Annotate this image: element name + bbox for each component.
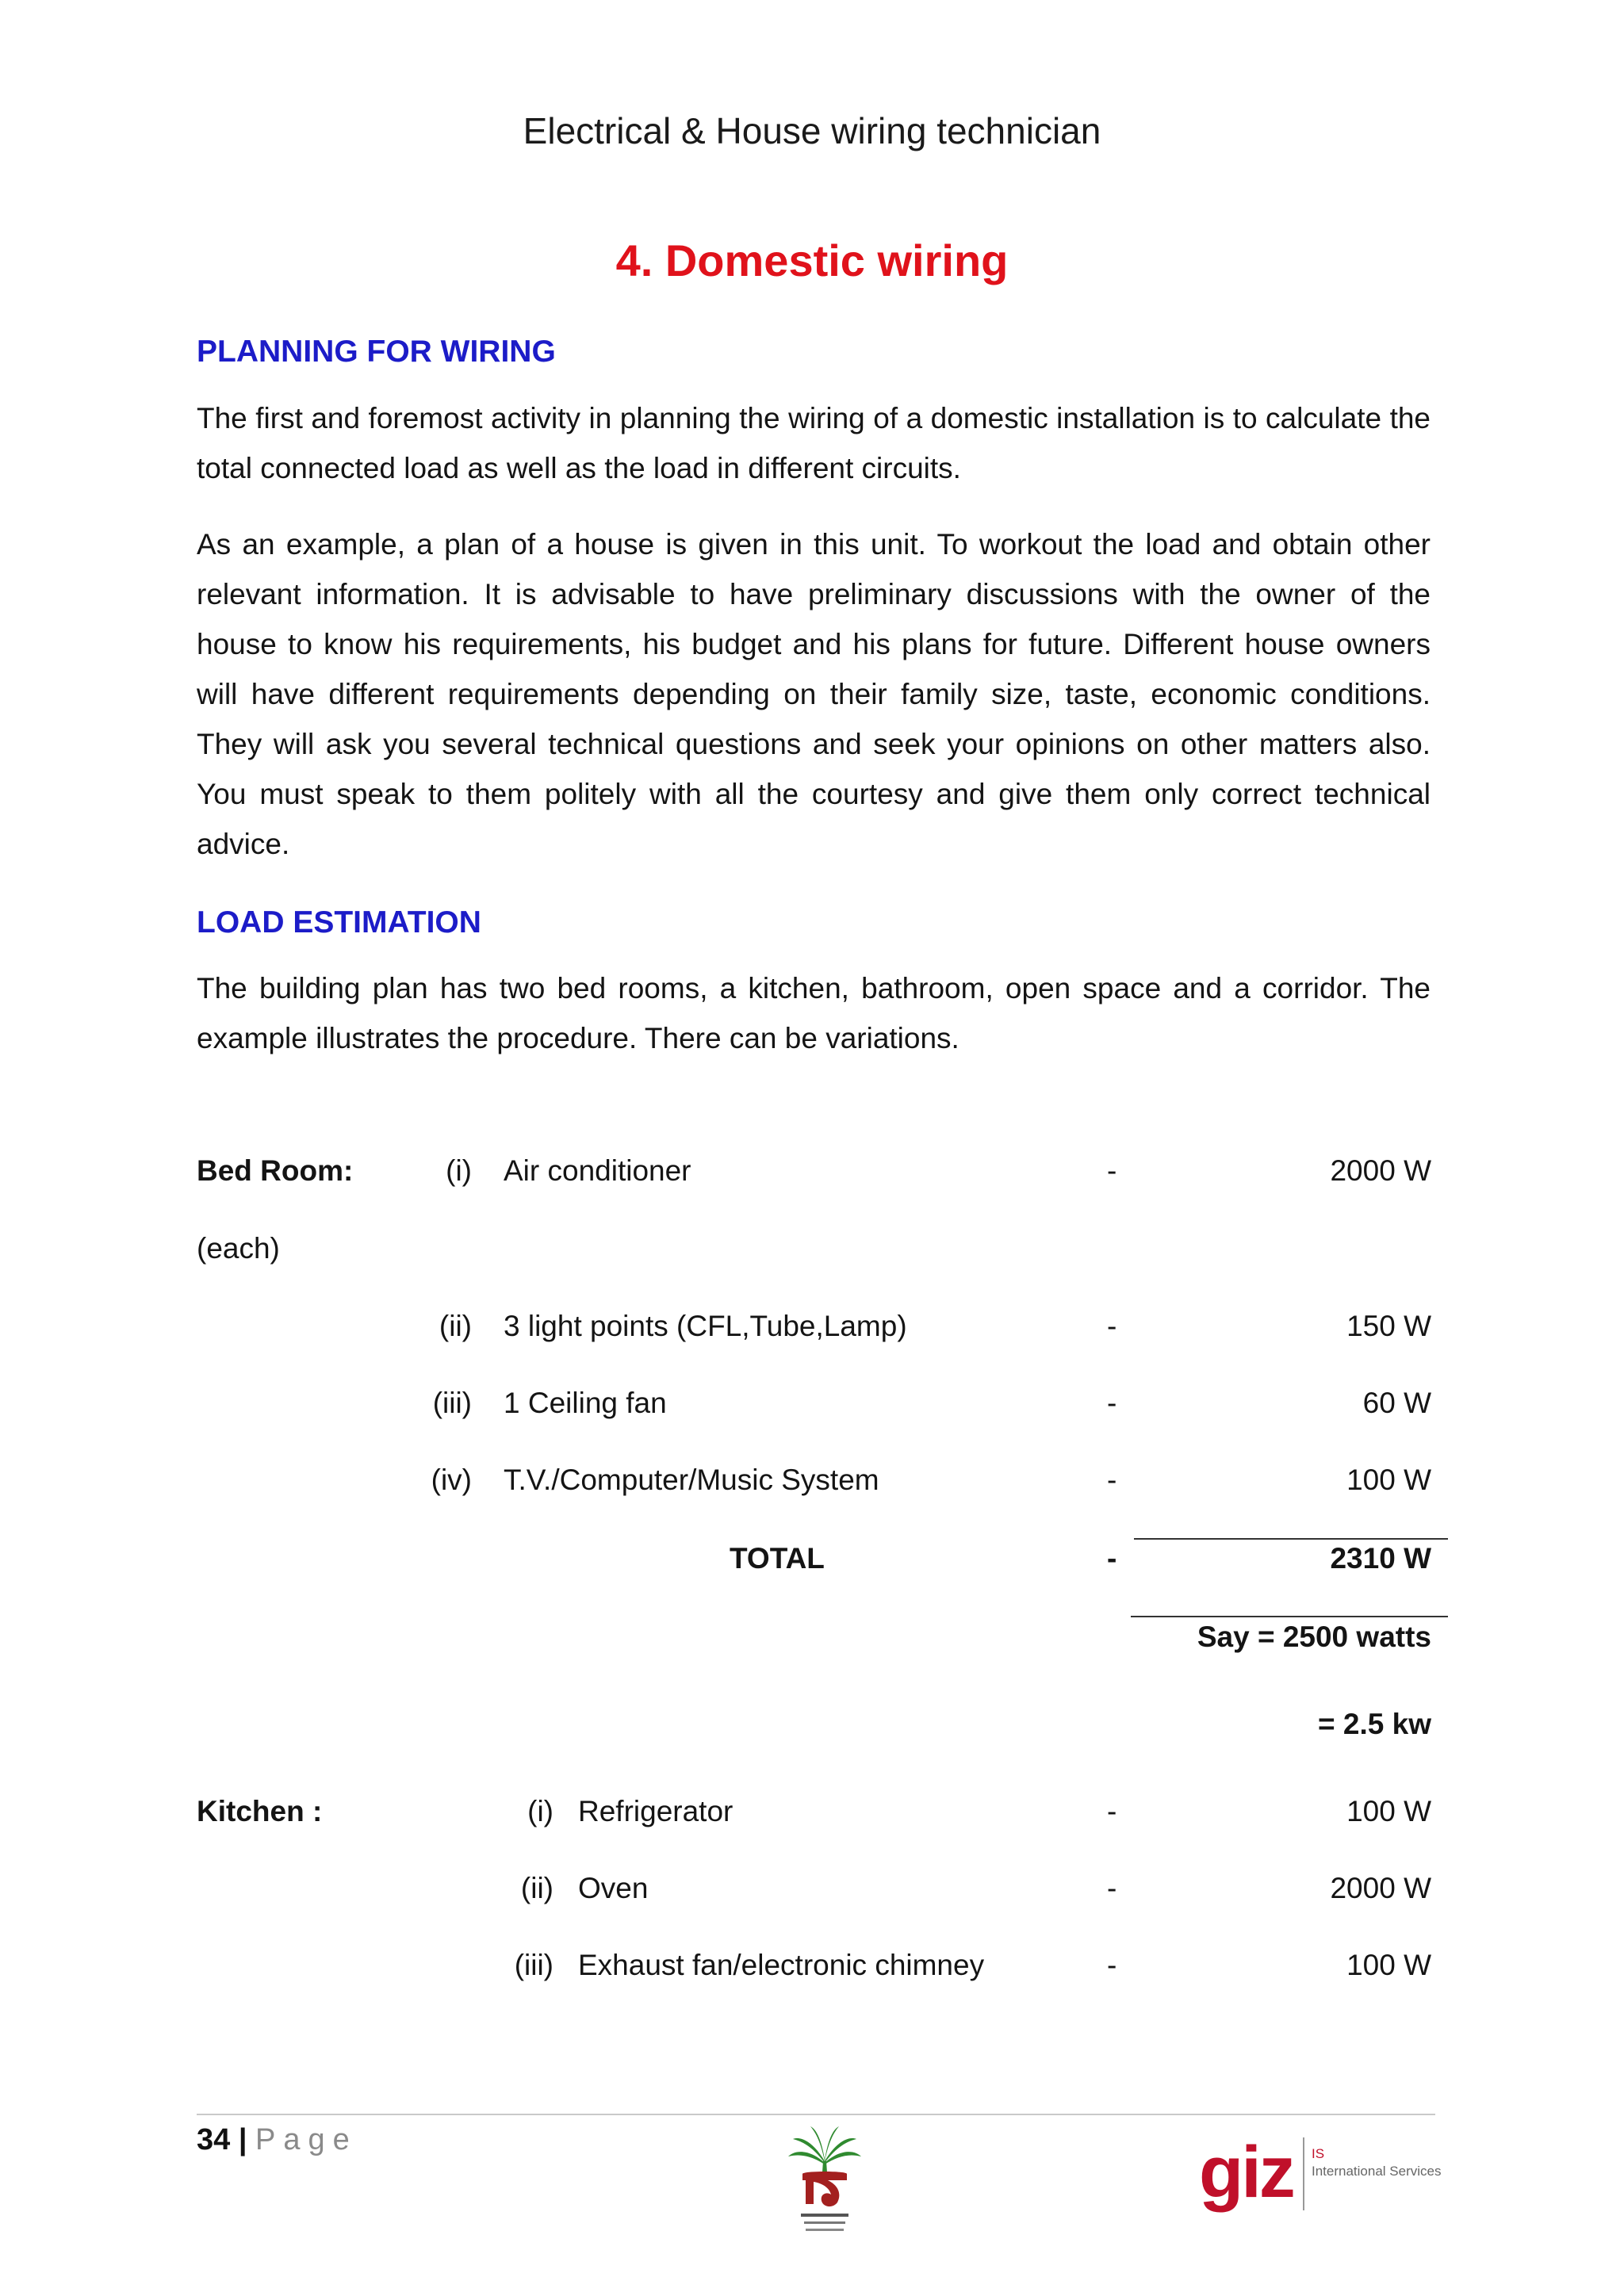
bedroom-item-number: (iv) — [431, 1464, 472, 1496]
bedroom-item-dash: - — [1107, 1154, 1117, 1187]
total-bottom-rule — [1131, 1616, 1448, 1617]
kitchen-item-value: 100 W — [1346, 1795, 1431, 1827]
giz-logo-subtitle — [1312, 2145, 1441, 2180]
bedroom-kw-value: = 2.5 kw — [1318, 1708, 1431, 1740]
bedroom-total-dash: - — [1107, 1542, 1117, 1575]
bedroom-item-number: (ii) — [439, 1310, 472, 1342]
bedroom-item-number: (iii) — [432, 1387, 472, 1419]
kitchen-item-value: 100 W — [1346, 1949, 1431, 1981]
bedroom-sublabel: (each) — [197, 1232, 280, 1265]
bedroom-item-name: 1 Ceiling fan — [504, 1387, 667, 1419]
kitchen-item-value: 2000 W — [1330, 1872, 1431, 1904]
kitchen-item-number: (ii) — [520, 1872, 553, 1904]
bedroom-item-value: 60 W — [1362, 1387, 1431, 1419]
page-separator: | — [238, 2123, 247, 2156]
chapter-title: 4. Domestic wiring — [615, 235, 1009, 285]
bedroom-item-dash: - — [1107, 1387, 1117, 1419]
kitchen-item-dash: - — [1107, 1872, 1117, 1904]
kitchen-item-name: Refrigerator — [578, 1795, 733, 1827]
bedroom-item-dash: - — [1107, 1310, 1117, 1342]
kitchen-item-dash: - — [1107, 1795, 1117, 1827]
page-word: Page — [255, 2123, 358, 2156]
paragraph-planning-2: As an example, a plan of a house is given in this unit. To workout the load and obtain other relevant information. It is advisable to have preliminary discussions with the owner of the house to know his requirements, his budget and his plans for future. Different house owners will have different requirements depending on their family size, taste, economic conditions. They will ask you several technical questions and seek your opinions on other matters also. You must speak to them politely with all the courtesy and give them only correct technical advice. — [197, 528, 1431, 860]
giz-logo: giz — [1199, 2132, 1293, 2213]
paragraph-planning-1: The first and foremost activity in planning the wiring of a domestic installation is to calculate the total connected load as well as the load in different circuits. — [197, 402, 1431, 484]
bedroom-total-value: 2310 W — [1330, 1542, 1431, 1575]
bedroom-item-name: 3 light points (CFL,Tube,Lamp) — [504, 1310, 907, 1342]
bedroom-item-number: (i) — [446, 1154, 472, 1187]
section-heading-load-estimation: LOAD ESTIMATION — [197, 905, 481, 939]
total-top-rule — [1134, 1538, 1448, 1540]
giz-logo-divider — [1303, 2137, 1304, 2210]
bedroom-item-name: T.V./Computer/Music System — [504, 1464, 879, 1496]
bedroom-item-name: Air conditioner — [504, 1154, 691, 1187]
kitchen-label: Kitchen : — [197, 1795, 323, 1827]
bedroom-item-value: 100 W — [1346, 1464, 1431, 1496]
bedroom-say-value: Say = 2500 watts — [1197, 1621, 1431, 1653]
paragraph-load-estimation: The building plan has two bed rooms, a kitchen, bathroom, open space and a corridor. The example illustrates the procedure. There can be variations. — [197, 972, 1431, 1054]
bedroom-label: Bed Room: — [197, 1154, 354, 1187]
kitchen-item-number: (iii) — [514, 1949, 553, 1981]
bedroom-total-label: TOTAL — [730, 1542, 825, 1575]
document-header-title: Electrical & House wiring technician — [523, 110, 1101, 151]
kitchen-item-number: (i) — [527, 1795, 553, 1827]
bedroom-item-dash: - — [1107, 1464, 1117, 1496]
giz-is-label: IS — [1312, 2146, 1325, 2161]
kitchen-item-name: Exhaust fan/electronic chimney — [578, 1949, 985, 1981]
page-number-footer — [197, 2123, 358, 2157]
footer-divider — [197, 2114, 1435, 2115]
palm-tree-emblem-icon — [785, 2125, 864, 2252]
bedroom-item-value: 150 W — [1346, 1310, 1431, 1342]
giz-services-label: International Services — [1312, 2164, 1442, 2179]
bedroom-item-value: 2000 W — [1330, 1154, 1431, 1187]
page-number: 34 — [197, 2123, 231, 2156]
kitchen-item-name: Oven — [578, 1872, 649, 1904]
section-heading-planning: PLANNING FOR WIRING — [197, 335, 556, 369]
kitchen-item-dash: - — [1107, 1949, 1117, 1981]
